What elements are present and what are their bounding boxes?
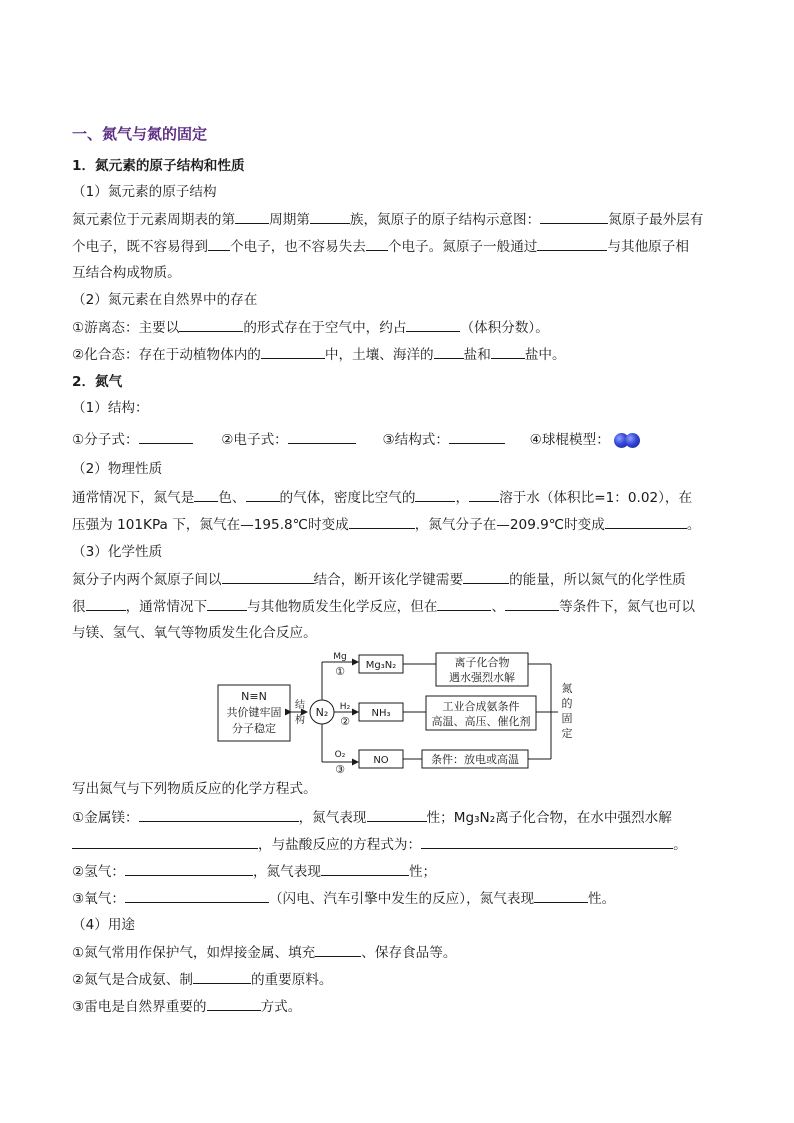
blank	[179, 318, 243, 332]
product-no: NO	[373, 755, 389, 766]
text: 、保存食品等。	[361, 945, 457, 961]
text: 的形式存在于空气中，约占	[243, 320, 407, 336]
blank	[605, 515, 687, 529]
product-nh3: NH₃	[371, 708, 391, 719]
blank	[235, 210, 269, 224]
blank	[349, 515, 415, 529]
text: 。	[673, 837, 687, 853]
text-line	[72, 862, 436, 881]
text-line	[72, 570, 686, 589]
blank	[288, 430, 356, 444]
blank	[139, 430, 193, 444]
blank	[261, 345, 325, 359]
text: 个电子。氮原子一般通过	[387, 239, 538, 255]
text: 等条件下，氮气也可以	[559, 599, 695, 615]
blank	[415, 488, 455, 502]
blank	[421, 835, 673, 849]
text-line	[72, 889, 615, 908]
text: 族，氮原子的原子结构示意图：	[349, 212, 541, 228]
question-intro: 写出氮气与下列物质反应的化学方程式。	[72, 781, 317, 797]
box-text-1: N≡N	[241, 690, 267, 703]
blank	[463, 570, 509, 584]
text: ①游离态：主要以	[72, 320, 180, 336]
heading-1: 1．氮元素的原子结构和性质	[72, 158, 245, 174]
subheading: （2）物理性质	[72, 461, 163, 477]
blank	[194, 488, 218, 502]
structure-line	[72, 430, 640, 449]
blank	[222, 570, 314, 584]
nitrogen-reaction-diagram	[214, 652, 586, 776]
text-line	[72, 237, 689, 256]
text-line	[72, 264, 181, 282]
blank	[366, 237, 388, 251]
text: 方式。	[260, 999, 302, 1015]
reagent-h2: H₂	[339, 702, 351, 712]
n2-label: N₂	[315, 706, 329, 719]
blank	[437, 597, 491, 611]
text: 氮原子最外层有	[608, 212, 704, 228]
text: 通常情况下，氮气是	[72, 490, 195, 506]
text: ③雷电是自然界重要的	[72, 999, 207, 1015]
note-text: 遇水强烈水解	[449, 671, 515, 684]
text: 很	[72, 599, 86, 615]
text: ③结构式：	[382, 432, 449, 448]
text: 性；Mg₃N₂离子化合物，在水中强烈水解	[426, 810, 672, 826]
text: ④球棍模型：	[529, 432, 610, 448]
text-line	[72, 488, 692, 507]
text: ，与盐酸反应的方程式为：	[258, 837, 422, 853]
text: ，氮气表现	[298, 810, 367, 826]
arrow-label-2: 构	[295, 715, 305, 726]
blank	[505, 597, 559, 611]
blank	[139, 808, 299, 822]
text: 与其他物质发生化学反应，但在	[247, 599, 438, 615]
text: 盐中。	[524, 347, 566, 363]
note-text: 离子化合物	[454, 656, 510, 669]
num-1: ①	[335, 665, 345, 678]
text: 氮元素位于元素周期表的第	[72, 212, 236, 228]
blank	[406, 318, 460, 332]
blank	[540, 210, 608, 224]
num-2: ②	[340, 715, 350, 728]
text: 与镁、氢气、氧气等物质发生化合反应。	[72, 625, 317, 641]
text: ①分子式：	[72, 432, 139, 448]
note-text: 高温、高压、催化剂	[431, 715, 531, 728]
text: 溶于水（体积比=1：0.02），在	[499, 490, 693, 506]
text: 性。	[588, 891, 616, 907]
blank	[72, 835, 258, 849]
blank	[315, 943, 361, 957]
fixation-label: 的	[561, 697, 573, 710]
blank	[534, 889, 588, 903]
subheading: （1）氮元素的原子结构	[72, 184, 217, 200]
fixation-label: 氮	[561, 682, 573, 695]
text: 氮分子内两个氮原子间以	[72, 572, 222, 588]
text: 结合，断开该化学键需要	[313, 572, 464, 588]
text-line	[72, 970, 333, 989]
box-text-2: 共价键牢固	[226, 706, 282, 719]
text: ，通常情况下	[125, 599, 208, 615]
text-line	[72, 624, 317, 642]
subheading: （3）化学性质	[72, 544, 163, 560]
blank	[321, 862, 409, 876]
nitrogen-atom-icon	[625, 433, 640, 448]
text-line	[72, 997, 301, 1016]
text: ②氢气：	[72, 864, 125, 880]
text: ，氮气分子在—209.9℃时变成	[414, 517, 605, 533]
heading-2: 2．氮气	[72, 374, 123, 390]
blank	[367, 808, 427, 822]
blank	[434, 345, 464, 359]
blank	[125, 862, 253, 876]
text: ①氮气常用作保护气，如焊接金属、填充	[72, 945, 316, 961]
subheading: （4）用途	[72, 917, 136, 933]
text: 的能量，所以氮气的化学性质	[509, 572, 686, 588]
note-text: 条件：放电或高温	[431, 753, 519, 766]
text-line	[72, 943, 456, 962]
blank	[208, 237, 230, 251]
text-line	[72, 808, 672, 827]
subheading: （1）结构：	[72, 400, 149, 416]
box-text-3: 分子稳定	[232, 722, 276, 735]
text-line	[72, 515, 700, 534]
text: ②电子式：	[221, 432, 288, 448]
text: 的气体，密度比空气的	[279, 490, 416, 506]
subheading: （2）氮元素在自然界中的存在	[72, 292, 258, 308]
blank	[449, 430, 505, 444]
fixation-label: 固	[561, 712, 573, 725]
section-title: 一、氮气与氮的固定	[72, 125, 208, 143]
text: 色、	[218, 490, 246, 506]
text-line	[72, 345, 566, 364]
blank	[86, 597, 126, 611]
text: 性；	[408, 864, 437, 880]
num-3: ③	[335, 763, 345, 776]
reagent-o2: O₂	[334, 750, 346, 760]
text: （闪电、汽车引擎中发生的反应），氮气表现	[268, 891, 535, 907]
text-line	[72, 318, 549, 337]
blank	[193, 970, 251, 984]
reagent-mg: Mg	[333, 652, 347, 662]
text: 压强为 101KPa 下，氮气在—195.8℃时变成	[72, 517, 349, 533]
text: 中，土壤、海洋的	[324, 347, 434, 363]
text: 、	[491, 599, 506, 615]
text: 个电子，既不容易得到	[72, 239, 208, 255]
product-mg3n2: Mg₃N₂	[365, 660, 397, 671]
blank	[125, 889, 269, 903]
text-line	[72, 835, 687, 854]
text-line	[72, 210, 703, 229]
arrow-label-1: 结	[295, 700, 305, 711]
text: 互结合构成物质。	[72, 265, 181, 281]
blank	[310, 210, 350, 224]
text: ②氮气是合成氨、制	[72, 972, 193, 988]
blank	[537, 237, 607, 251]
text: 个电子，也不容易失去	[229, 239, 366, 255]
blank	[207, 597, 247, 611]
note-text: 工业合成氨条件	[442, 700, 520, 713]
blank	[246, 488, 280, 502]
text: 的重要原料。	[250, 972, 333, 988]
text: ②化合态：存在于动植物体内的	[72, 347, 261, 363]
text: 周期第	[269, 212, 310, 228]
text: ①金属镁：	[72, 810, 139, 826]
text: ，氮气表现	[252, 864, 321, 880]
text: ③氧气：	[72, 891, 125, 907]
text: 盐和	[463, 347, 491, 363]
fixation-label: 定	[561, 727, 573, 740]
blank	[207, 997, 261, 1011]
text-line	[72, 597, 695, 616]
blank	[469, 488, 499, 502]
text: ，	[455, 490, 470, 506]
blank	[491, 345, 525, 359]
text: （体积分数）。	[460, 320, 549, 336]
text: 。	[686, 517, 701, 533]
text: 与其他原子相	[607, 239, 689, 255]
